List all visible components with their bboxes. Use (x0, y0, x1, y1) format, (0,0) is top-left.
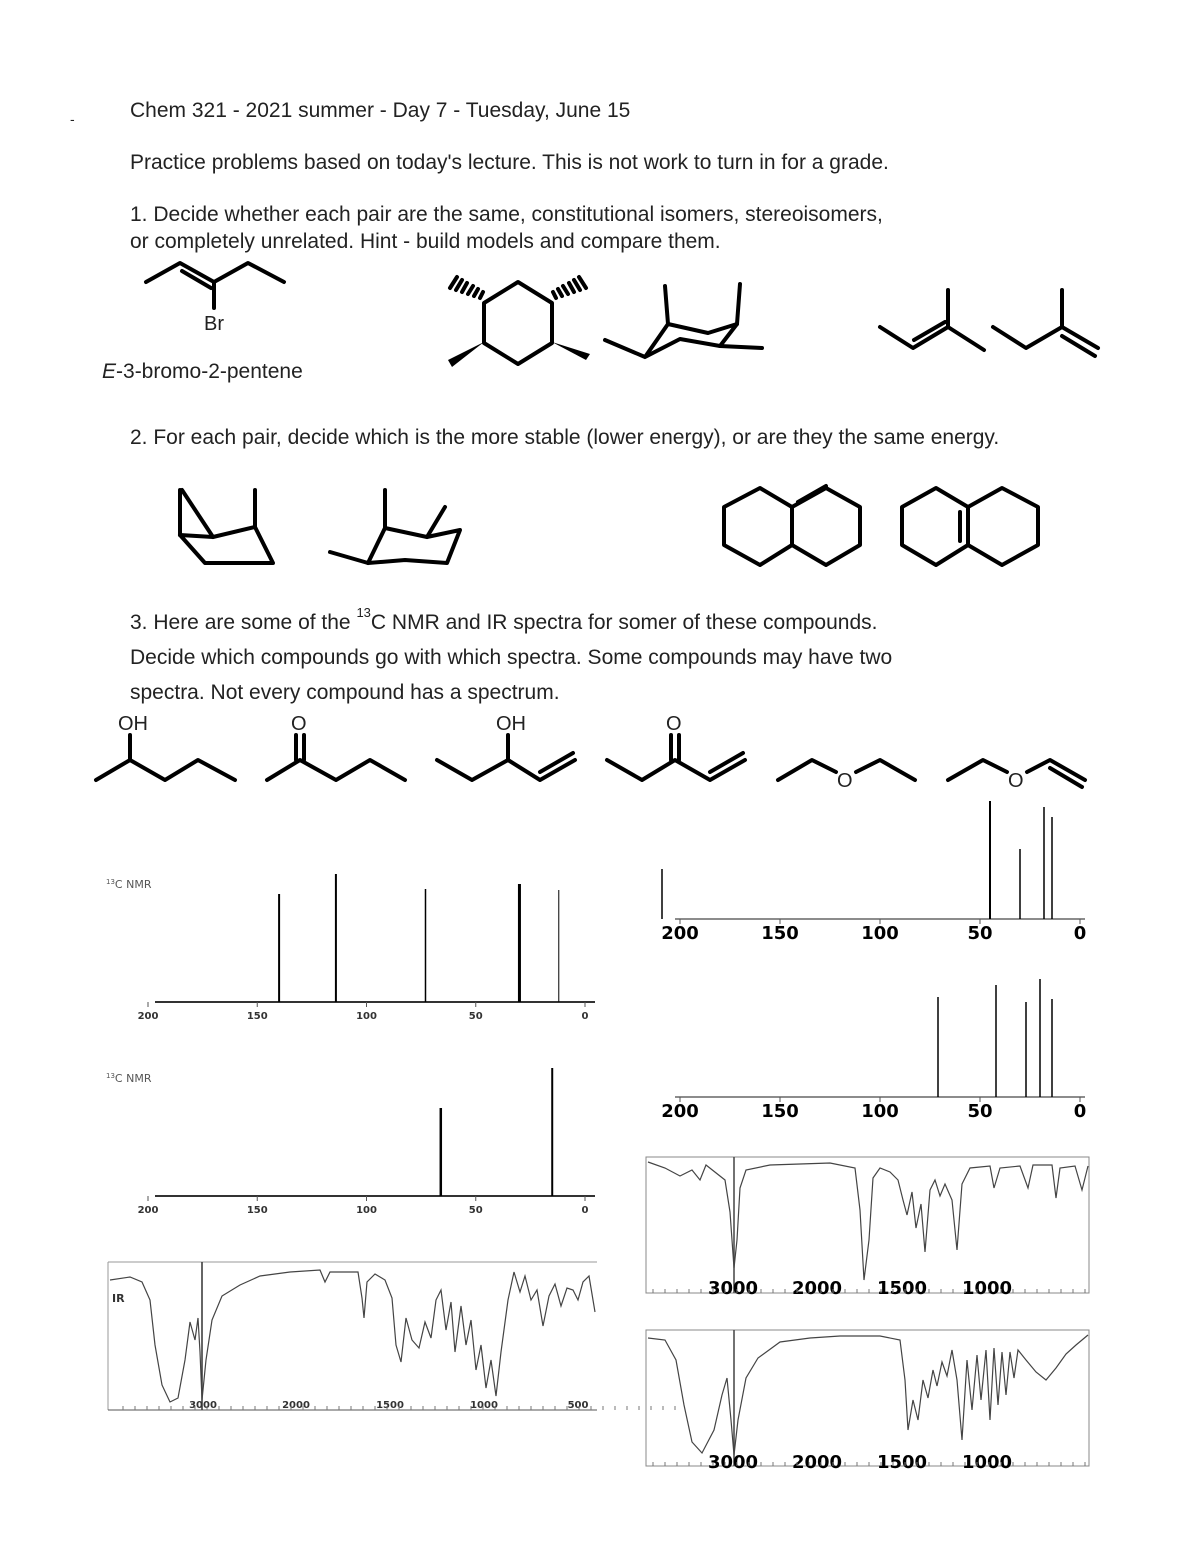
axis-tick-label: 150 (246, 1011, 268, 1022)
bromine-label: Br (204, 313, 224, 335)
nmr-spectrum-c (661, 801, 1086, 944)
o-label-2: O (666, 713, 682, 735)
ir-tick-label: 3000 (707, 1278, 759, 1299)
oh-label-2: OH (496, 713, 526, 735)
ir-right-top-ticks (653, 1278, 1085, 1299)
axis-tick-label: 150 (246, 1205, 268, 1216)
compound-name-rest: -3-bromo-2-pentene (116, 360, 303, 383)
problem1-line1: 1. Decide whether each pair are the same, constitutional isomers, stereoisomers, (130, 203, 883, 226)
nmr-spectrum-b (106, 1068, 595, 1216)
ir-spectrum-right-bottom (646, 1330, 1089, 1473)
ir-tick-label: 1500 (876, 1452, 928, 1473)
axis-tick-label: 0 (581, 1011, 589, 1022)
oh-label-1: OH (118, 713, 148, 735)
ir-tick-label: 1500 (876, 1278, 928, 1299)
axis-tick-label: 50 (967, 1101, 993, 1122)
nmr-a-label: $^{13}$C NMR (106, 878, 152, 891)
problem2-text: 2. For each pair, decide which is the more stable (lower energy), or are they the same energy. (130, 426, 1000, 449)
ir-tick-label: 3000 (189, 1400, 217, 1411)
ir-spectrum-right-top (646, 1157, 1089, 1299)
problem3-line1-post: C NMR and IR spectra for somer of these compounds. (370, 611, 878, 634)
axis-tick-label: 100 (356, 1011, 377, 1022)
axis-tick-label: 200 (137, 1011, 159, 1022)
ir-tick-label: 1000 (961, 1452, 1013, 1473)
nmr-spectrum-d (661, 979, 1086, 1122)
page-dash: - (70, 111, 75, 127)
ir-tick-label: 3000 (707, 1452, 759, 1473)
ir-tick-label: 2000 (791, 1278, 843, 1299)
ir-tick-label: 2000 (791, 1452, 843, 1473)
nmr-b-ticks (138, 1196, 589, 1216)
nmr-d-ticks (661, 1097, 1086, 1122)
ir-tick-label: 1000 (470, 1400, 498, 1411)
intro-text: Practice problems based on today's lecture. This is not work to turn in for a grade. (130, 151, 889, 174)
axis-tick-label: 100 (861, 1101, 899, 1122)
o-label-1: O (291, 713, 307, 735)
axis-tick-label: 100 (861, 923, 899, 944)
nmr-b-label: $^{13}$C NMR (106, 1072, 152, 1085)
ether-o-label-1: O (837, 770, 853, 792)
ir-tick-label: 1500 (376, 1400, 404, 1411)
ir-tick-label: 2000 (282, 1400, 310, 1411)
axis-tick-label: 0 (1073, 923, 1087, 944)
ir-right-bottom-ticks (653, 1452, 1085, 1473)
axis-tick-label: 50 (967, 923, 993, 944)
axis-tick-label: 0 (1073, 1101, 1087, 1122)
problem3-line2: Decide which compounds go with which spectra. Some compounds may have two (130, 646, 893, 669)
problem1-line2: or completely unrelated. Hint - build models and compare them. (130, 230, 721, 253)
ir-left-ticks (123, 1400, 675, 1411)
ir-tick-label: 500 (567, 1400, 589, 1411)
axis-tick-label: 150 (761, 923, 799, 944)
problem3-superscript: 13 (356, 605, 371, 620)
nmr-c-ticks (661, 919, 1086, 944)
nmr-a-ticks (138, 1002, 589, 1022)
axis-tick-label: 150 (761, 1101, 799, 1122)
axis-tick-label: 0 (581, 1205, 589, 1216)
nmr-c-peaks (662, 801, 1052, 919)
problem3-line3: spectra. Not every compound has a spectrum. (130, 681, 560, 704)
axis-tick-label: 100 (356, 1205, 377, 1216)
problem3-line1-pre: 3. Here are some of the (130, 611, 357, 634)
ir-label: IR (112, 1292, 125, 1305)
ir-tick-label: 1000 (961, 1278, 1013, 1299)
nmr-spectrum-a (106, 874, 595, 1022)
nmr-b-peaks (441, 1068, 552, 1196)
page-title: Chem 321 - 2021 summer - Day 7 - Tuesday, June 15 (130, 99, 631, 122)
axis-tick-label: 50 (468, 1205, 483, 1216)
ir-spectrum-left (108, 1262, 675, 1411)
nmr-a-peaks (279, 874, 559, 1002)
compound-name-prefix: E (102, 360, 117, 383)
axis-tick-label: 200 (661, 923, 699, 944)
axis-tick-label: 200 (661, 1101, 699, 1122)
nmr-d-peaks (938, 979, 1052, 1097)
axis-tick-label: 50 (468, 1011, 483, 1022)
axis-tick-label: 200 (137, 1205, 159, 1216)
ether-o-label-2: O (1008, 770, 1024, 792)
